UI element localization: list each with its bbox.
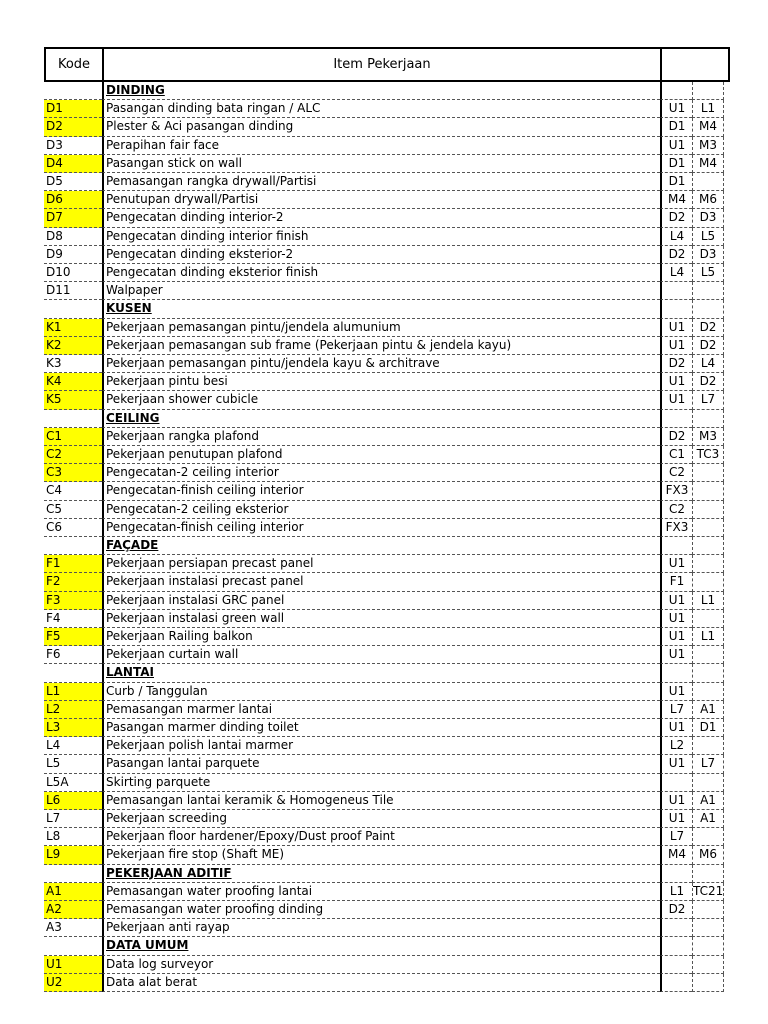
kode-cell[interactable]: K4	[44, 373, 102, 391]
item-cell[interactable]: Pemasangan rangka drywall/Partisi	[102, 173, 660, 191]
item-cell[interactable]: Pasangan stick on wall	[102, 155, 660, 173]
kode-cell[interactable]: F4	[44, 610, 102, 628]
item-cell[interactable]: Pekerjaan instalasi precast panel	[102, 573, 660, 591]
predecessor-1-cell[interactable]: U1	[660, 792, 692, 810]
kode-cell[interactable]: D1	[44, 100, 102, 118]
predecessor-1-cell[interactable]: D1	[660, 173, 692, 191]
predecessor-1-cell[interactable]: U1	[660, 592, 692, 610]
predecessor-2-cell[interactable]: A1	[692, 810, 724, 828]
kode-cell[interactable]: K2	[44, 337, 102, 355]
predecessor-1-cell[interactable]	[660, 537, 692, 555]
header-item-pekerjaan	[102, 47, 662, 82]
item-cell[interactable]: Pekerjaan penutupan plafond	[102, 446, 660, 464]
predecessor-2-cell[interactable]: M6	[692, 846, 724, 864]
section-title[interactable]: LANTAI	[102, 664, 660, 682]
predecessor-1-cell[interactable]: C1	[660, 446, 692, 464]
predecessor-2-cell[interactable]: L5	[692, 264, 724, 282]
predecessor-1-cell[interactable]: C2	[660, 464, 692, 482]
predecessor-1-cell[interactable]: FX3	[660, 482, 692, 500]
predecessor-2-cell[interactable]	[692, 737, 724, 755]
item-cell[interactable]: Pekerjaan screeding	[102, 810, 660, 828]
predecessor-1-cell[interactable]	[660, 410, 692, 428]
item-cell[interactable]: Walpaper	[102, 282, 660, 300]
item-cell[interactable]: Pengecatan-2 ceiling interior	[102, 464, 660, 482]
kode-cell[interactable]	[44, 410, 102, 428]
predecessor-2-cell[interactable]	[692, 974, 724, 992]
kode-cell[interactable]	[44, 865, 102, 883]
predecessor-2-cell[interactable]	[692, 901, 724, 919]
predecessor-1-cell[interactable]	[660, 919, 692, 937]
predecessor-1-cell[interactable]: U1	[660, 373, 692, 391]
item-cell[interactable]: Pemasangan lantai keramik & Homogeneus Tile	[102, 792, 660, 810]
kode-cell[interactable]: L5A	[44, 774, 102, 792]
kode-cell[interactable]: L5	[44, 755, 102, 773]
predecessor-1-cell[interactable]: U1	[660, 755, 692, 773]
predecessor-1-cell[interactable]: U1	[660, 137, 692, 155]
predecessor-2-cell[interactable]	[692, 573, 724, 591]
predecessor-2-cell[interactable]: M4	[692, 118, 724, 136]
predecessor-2-cell[interactable]	[692, 937, 724, 955]
predecessor-2-cell[interactable]	[692, 646, 724, 664]
predecessor-2-cell[interactable]	[692, 683, 724, 701]
item-cell[interactable]: Pasangan dinding bata ringan / ALC	[102, 100, 660, 118]
predecessor-2-cell[interactable]	[692, 501, 724, 519]
predecessor-1-cell[interactable]: D2	[660, 428, 692, 446]
predecessor-1-cell[interactable]: U1	[660, 610, 692, 628]
predecessor-2-cell[interactable]	[692, 519, 724, 537]
kode-cell[interactable]	[44, 537, 102, 555]
kode-cell[interactable]: C2	[44, 446, 102, 464]
predecessor-2-cell[interactable]	[692, 774, 724, 792]
predecessor-1-cell[interactable]: U1	[660, 100, 692, 118]
kode-cell[interactable]: L9	[44, 846, 102, 864]
predecessor-1-cell[interactable]: L1	[660, 883, 692, 901]
item-cell[interactable]: Perapihan fair face	[102, 137, 660, 155]
kode-cell[interactable]: C6	[44, 519, 102, 537]
kode-cell[interactable]	[44, 300, 102, 318]
item-cell[interactable]: Plester & Aci pasangan dinding	[102, 118, 660, 136]
predecessor-2-cell[interactable]: M4	[692, 155, 724, 173]
header-extra	[660, 47, 730, 82]
predecessor-1-cell[interactable]: L4	[660, 264, 692, 282]
header-kode	[44, 47, 104, 82]
item-cell[interactable]: Pemasangan marmer lantai	[102, 701, 660, 719]
predecessor-2-cell[interactable]: D2	[692, 337, 724, 355]
predecessor-1-cell[interactable]: D1	[660, 155, 692, 173]
kode-cell[interactable]: A1	[44, 883, 102, 901]
predecessor-1-cell[interactable]	[660, 974, 692, 992]
predecessor-2-cell[interactable]: L1	[692, 100, 724, 118]
kode-cell[interactable]: C3	[44, 464, 102, 482]
kode-cell[interactable]: K5	[44, 391, 102, 409]
kode-cell[interactable]: K3	[44, 355, 102, 373]
kode-cell[interactable]: F5	[44, 628, 102, 646]
item-cell[interactable]: Penutupan drywall/Partisi	[102, 191, 660, 209]
predecessor-2-cell[interactable]	[692, 82, 724, 100]
section-title[interactable]: PEKERJAAN ADITIF	[102, 865, 660, 883]
item-cell[interactable]: Pengecatan dinding eksterior finish	[102, 264, 660, 282]
item-cell[interactable]: Pekerjaan anti rayap	[102, 919, 660, 937]
predecessor-1-cell[interactable]	[660, 865, 692, 883]
item-cell[interactable]: Pekerjaan instalasi GRC panel	[102, 592, 660, 610]
predecessor-1-cell[interactable]	[660, 82, 692, 100]
predecessor-1-cell[interactable]: D2	[660, 209, 692, 227]
predecessor-1-cell[interactable]: U1	[660, 628, 692, 646]
kode-cell[interactable]	[44, 664, 102, 682]
kode-cell[interactable]: F6	[44, 646, 102, 664]
kode-cell[interactable]: L2	[44, 701, 102, 719]
item-cell[interactable]: Pekerjaan rangka plafond	[102, 428, 660, 446]
kode-cell[interactable]: D8	[44, 228, 102, 246]
predecessor-2-cell[interactable]	[692, 664, 724, 682]
kode-cell[interactable]	[44, 82, 102, 100]
predecessor-1-cell[interactable]: U1	[660, 683, 692, 701]
predecessor-2-cell[interactable]: M3	[692, 137, 724, 155]
kode-cell[interactable]: D10	[44, 264, 102, 282]
item-cell[interactable]: Pekerjaan instalasi green wall	[102, 610, 660, 628]
predecessor-1-cell[interactable]: U1	[660, 337, 692, 355]
item-cell[interactable]: Pengecatan-2 ceiling eksterior	[102, 501, 660, 519]
item-cell[interactable]: Skirting parquete	[102, 774, 660, 792]
item-cell[interactable]: Pekerjaan pemasangan sub frame (Pekerjaan pintu & jendela kayu)	[102, 337, 660, 355]
section-title[interactable]: DATA UMUM	[102, 937, 660, 955]
kode-cell[interactable]: U1	[44, 956, 102, 974]
predecessor-1-cell[interactable]	[660, 956, 692, 974]
predecessor-2-cell[interactable]	[692, 300, 724, 318]
kode-cell[interactable]: D6	[44, 191, 102, 209]
predecessor-1-cell[interactable]: M4	[660, 846, 692, 864]
predecessor-2-cell[interactable]: D3	[692, 246, 724, 264]
predecessor-1-cell[interactable]: L7	[660, 701, 692, 719]
predecessor-1-cell[interactable]: M4	[660, 191, 692, 209]
predecessor-1-cell[interactable]: U1	[660, 719, 692, 737]
kode-cell[interactable]: D9	[44, 246, 102, 264]
predecessor-2-cell[interactable]: D1	[692, 719, 724, 737]
kode-cell[interactable]: D7	[44, 209, 102, 227]
item-cell[interactable]: Pemasangan water proofing lantai	[102, 883, 660, 901]
kode-cell[interactable]: F3	[44, 592, 102, 610]
predecessor-1-cell[interactable]: L2	[660, 737, 692, 755]
predecessor-2-cell[interactable]: TC21	[692, 883, 724, 901]
predecessor-2-cell[interactable]	[692, 956, 724, 974]
item-cell[interactable]: Pekerjaan curtain wall	[102, 646, 660, 664]
predecessor-2-cell[interactable]: D2	[692, 373, 724, 391]
predecessor-2-cell[interactable]	[692, 919, 724, 937]
kode-cell[interactable]: D3	[44, 137, 102, 155]
predecessor-1-cell[interactable]: L4	[660, 228, 692, 246]
predecessor-2-cell[interactable]	[692, 537, 724, 555]
predecessor-2-cell[interactable]: A1	[692, 701, 724, 719]
predecessor-2-cell[interactable]	[692, 865, 724, 883]
predecessor-2-cell[interactable]: L7	[692, 755, 724, 773]
section-title[interactable]: KUSEN	[102, 300, 660, 318]
predecessor-1-cell[interactable]: FX3	[660, 519, 692, 537]
kode-cell[interactable]: K1	[44, 319, 102, 337]
kode-cell[interactable]: L7	[44, 810, 102, 828]
item-cell[interactable]: Pengecatan dinding interior-2	[102, 209, 660, 227]
predecessor-2-cell[interactable]: TC3	[692, 446, 724, 464]
item-cell[interactable]: Pemasangan water proofing dinding	[102, 901, 660, 919]
item-cell[interactable]: Pasangan marmer dinding toilet	[102, 719, 660, 737]
predecessor-2-cell[interactable]	[692, 410, 724, 428]
section-title[interactable]: DINDING	[102, 82, 660, 100]
item-cell[interactable]: Pekerjaan pintu besi	[102, 373, 660, 391]
predecessor-1-cell[interactable]: L7	[660, 828, 692, 846]
predecessor-2-cell[interactable]: L1	[692, 628, 724, 646]
predecessor-2-cell[interactable]: D2	[692, 319, 724, 337]
item-cell[interactable]: Pekerjaan fire stop (Shaft ME)	[102, 846, 660, 864]
predecessor-2-cell[interactable]	[692, 555, 724, 573]
predecessor-1-cell[interactable]: U1	[660, 555, 692, 573]
predecessor-1-cell[interactable]	[660, 282, 692, 300]
predecessor-1-cell[interactable]	[660, 664, 692, 682]
kode-cell[interactable]: L4	[44, 737, 102, 755]
kode-cell[interactable]: A3	[44, 919, 102, 937]
predecessor-2-cell[interactable]	[692, 828, 724, 846]
predecessor-2-cell[interactable]: M6	[692, 191, 724, 209]
predecessor-2-cell[interactable]	[692, 173, 724, 191]
predecessor-1-cell[interactable]: F1	[660, 573, 692, 591]
item-cell[interactable]: Pekerjaan pemasangan pintu/jendela kayu & architrave	[102, 355, 660, 373]
predecessor-1-cell[interactable]: U1	[660, 319, 692, 337]
item-cell[interactable]: Pekerjaan persiapan precast panel	[102, 555, 660, 573]
kode-cell[interactable]: F1	[44, 555, 102, 573]
item-cell[interactable]: Pekerjaan Railing balkon	[102, 628, 660, 646]
kode-cell[interactable]: F2	[44, 573, 102, 591]
predecessor-2-cell[interactable]	[692, 482, 724, 500]
predecessor-1-cell[interactable]: D1	[660, 118, 692, 136]
predecessor-2-cell[interactable]: L1	[692, 592, 724, 610]
predecessor-1-cell[interactable]: U1	[660, 391, 692, 409]
kode-cell[interactable]: D5	[44, 173, 102, 191]
predecessor-2-cell[interactable]: A1	[692, 792, 724, 810]
item-cell[interactable]: Pekerjaan floor hardener/Epoxy/Dust proof Paint	[102, 828, 660, 846]
item-cell[interactable]: Pengecatan-finish ceiling interior	[102, 519, 660, 537]
predecessor-2-cell[interactable]: L4	[692, 355, 724, 373]
predecessor-1-cell[interactable]	[660, 937, 692, 955]
predecessor-2-cell[interactable]: L5	[692, 228, 724, 246]
item-cell[interactable]: Pengecatan dinding eksterior-2	[102, 246, 660, 264]
predecessor-1-cell[interactable]: D2	[660, 246, 692, 264]
kode-cell[interactable]: D2	[44, 118, 102, 136]
item-cell[interactable]: Curb / Tanggulan	[102, 683, 660, 701]
predecessor-1-cell[interactable]: U1	[660, 646, 692, 664]
item-cell[interactable]: Pengecatan-finish ceiling interior	[102, 482, 660, 500]
kode-cell[interactable]: L1	[44, 683, 102, 701]
item-cell[interactable]: Data alat berat	[102, 974, 660, 992]
kode-cell[interactable]: C1	[44, 428, 102, 446]
predecessor-2-cell[interactable]	[692, 282, 724, 300]
kode-cell[interactable]: C5	[44, 501, 102, 519]
predecessor-1-cell[interactable]: D2	[660, 901, 692, 919]
kode-cell[interactable]	[44, 937, 102, 955]
kode-cell[interactable]: U2	[44, 974, 102, 992]
header-kode-label: Kode	[57, 57, 91, 72]
predecessor-1-cell[interactable]	[660, 774, 692, 792]
kode-cell[interactable]: D11	[44, 282, 102, 300]
section-title[interactable]: CEILING	[102, 410, 660, 428]
predecessor-1-cell[interactable]: D2	[660, 355, 692, 373]
header-item-label: Item Pekerjaan	[333, 57, 431, 72]
item-cell[interactable]: Pasangan lantai parquete	[102, 755, 660, 773]
kode-cell[interactable]: L6	[44, 792, 102, 810]
kode-cell[interactable]: L3	[44, 719, 102, 737]
item-cell[interactable]: Pekerjaan polish lantai marmer	[102, 737, 660, 755]
predecessor-1-cell[interactable]: C2	[660, 501, 692, 519]
predecessor-2-cell[interactable]	[692, 610, 724, 628]
section-title[interactable]: FAÇADE	[102, 537, 660, 555]
kode-cell[interactable]: C4	[44, 482, 102, 500]
predecessor-2-cell[interactable]: D3	[692, 209, 724, 227]
kode-cell[interactable]: A2	[44, 901, 102, 919]
item-cell[interactable]: Pengecatan dinding interior finish	[102, 228, 660, 246]
predecessor-2-cell[interactable]	[692, 464, 724, 482]
predecessor-1-cell[interactable]: U1	[660, 810, 692, 828]
predecessor-2-cell[interactable]: L7	[692, 391, 724, 409]
item-cell[interactable]: Pekerjaan pemasangan pintu/jendela alumunium	[102, 319, 660, 337]
item-cell[interactable]: Data log surveyor	[102, 956, 660, 974]
kode-cell[interactable]: D4	[44, 155, 102, 173]
predecessor-1-cell[interactable]	[660, 300, 692, 318]
item-cell[interactable]: Pekerjaan shower cubicle	[102, 391, 660, 409]
kode-cell[interactable]: L8	[44, 828, 102, 846]
predecessor-2-cell[interactable]: M3	[692, 428, 724, 446]
